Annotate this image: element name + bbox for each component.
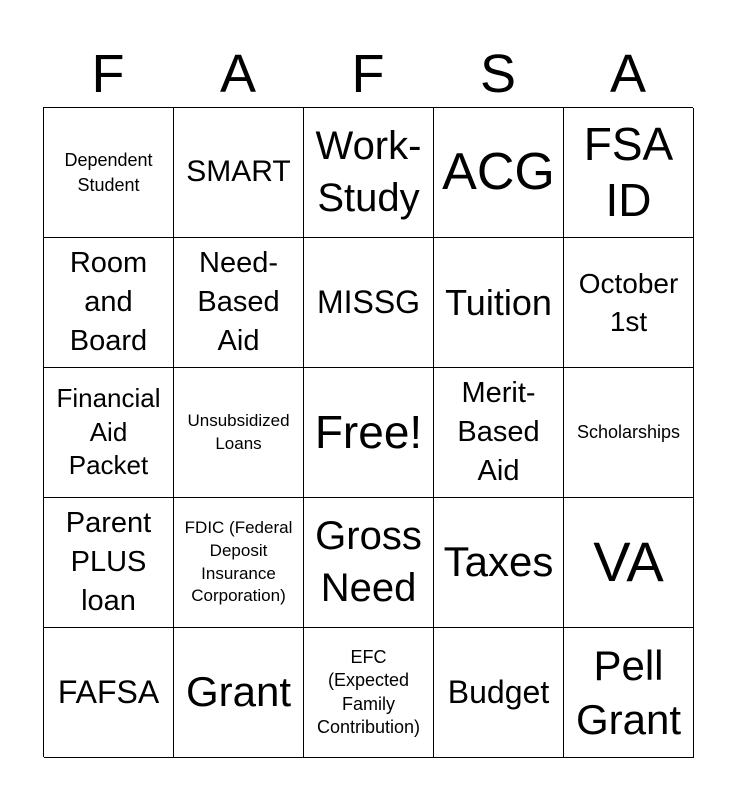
cell-text: Budget: [447, 674, 550, 711]
cell-text: Grant: [185, 668, 292, 716]
bingo-cell[interactable]: [434, 368, 564, 498]
bingo-cell[interactable]: [174, 368, 304, 498]
cell-text: Free!: [314, 406, 423, 459]
cell-text: Dependent Student: [64, 150, 153, 195]
bingo-cell[interactable]: [44, 238, 174, 368]
cell-text: FSA ID: [583, 118, 674, 226]
bingo-cell[interactable]: [174, 628, 304, 758]
bingo-cell[interactable]: [564, 628, 694, 758]
cell-text: Scholarships: [576, 422, 681, 443]
bingo-cell[interactable]: [304, 498, 434, 628]
cell-text: Unsubsidized Loans: [187, 410, 290, 453]
bingo-cell[interactable]: [564, 108, 694, 238]
cell-text: Room and Board: [69, 246, 148, 358]
header-letter-f: F: [351, 44, 385, 104]
bingo-cell[interactable]: [44, 108, 174, 238]
bingo-cell[interactable]: [174, 108, 304, 238]
cell-text: MISSG: [316, 284, 421, 321]
cell-text: Need-Based Aid: [197, 246, 280, 358]
cell-text: EFC (Expected Family Contribution): [316, 646, 421, 737]
cell-text: Taxes: [443, 538, 554, 586]
cell-text: Parent PLUS loan: [65, 506, 152, 618]
cell-text: Merit-Based Aid: [457, 376, 540, 488]
bingo-cell[interactable]: [44, 628, 174, 758]
cell-text: Tuition: [445, 281, 552, 323]
cell-text: SMART: [186, 155, 291, 189]
bingo-cell[interactable]: [564, 498, 694, 628]
bingo-cell[interactable]: [564, 368, 694, 498]
bingo-cell[interactable]: [304, 368, 434, 498]
bingo-cell[interactable]: [434, 108, 564, 238]
cell-text: ACG: [442, 142, 555, 201]
bingo-cell[interactable]: [434, 498, 564, 628]
bingo-cell[interactable]: [44, 368, 174, 498]
cell-text: October 1st: [578, 267, 679, 337]
header-letter-a: A: [609, 44, 647, 104]
bingo-header: [43, 40, 693, 108]
header-letter-f: F: [91, 44, 125, 104]
bingo-board: [43, 107, 693, 757]
cell-text: Gross Need: [315, 514, 422, 610]
bingo-cell[interactable]: [564, 238, 694, 368]
bingo-cell[interactable]: [174, 238, 304, 368]
header-letter-s: S: [479, 44, 517, 104]
bingo-cell[interactable]: [304, 238, 434, 368]
bingo-cell[interactable]: [44, 498, 174, 628]
cell-text: FDIC (Federal Deposit Insurance Corporation): [184, 517, 293, 606]
header-letter-a: A: [219, 44, 257, 104]
bingo-cell[interactable]: [304, 108, 434, 238]
cell-text: FAFSA: [57, 674, 160, 711]
cell-text: Pell Grant: [575, 641, 682, 743]
cell-text: Work-Study: [315, 124, 422, 220]
bingo-cell[interactable]: [434, 238, 564, 368]
cell-text: VA: [593, 530, 664, 594]
bingo-cell[interactable]: [304, 628, 434, 758]
bingo-cell[interactable]: [434, 628, 564, 758]
bingo-cell[interactable]: [174, 498, 304, 628]
cell-text: Financial Aid Packet: [56, 382, 161, 481]
